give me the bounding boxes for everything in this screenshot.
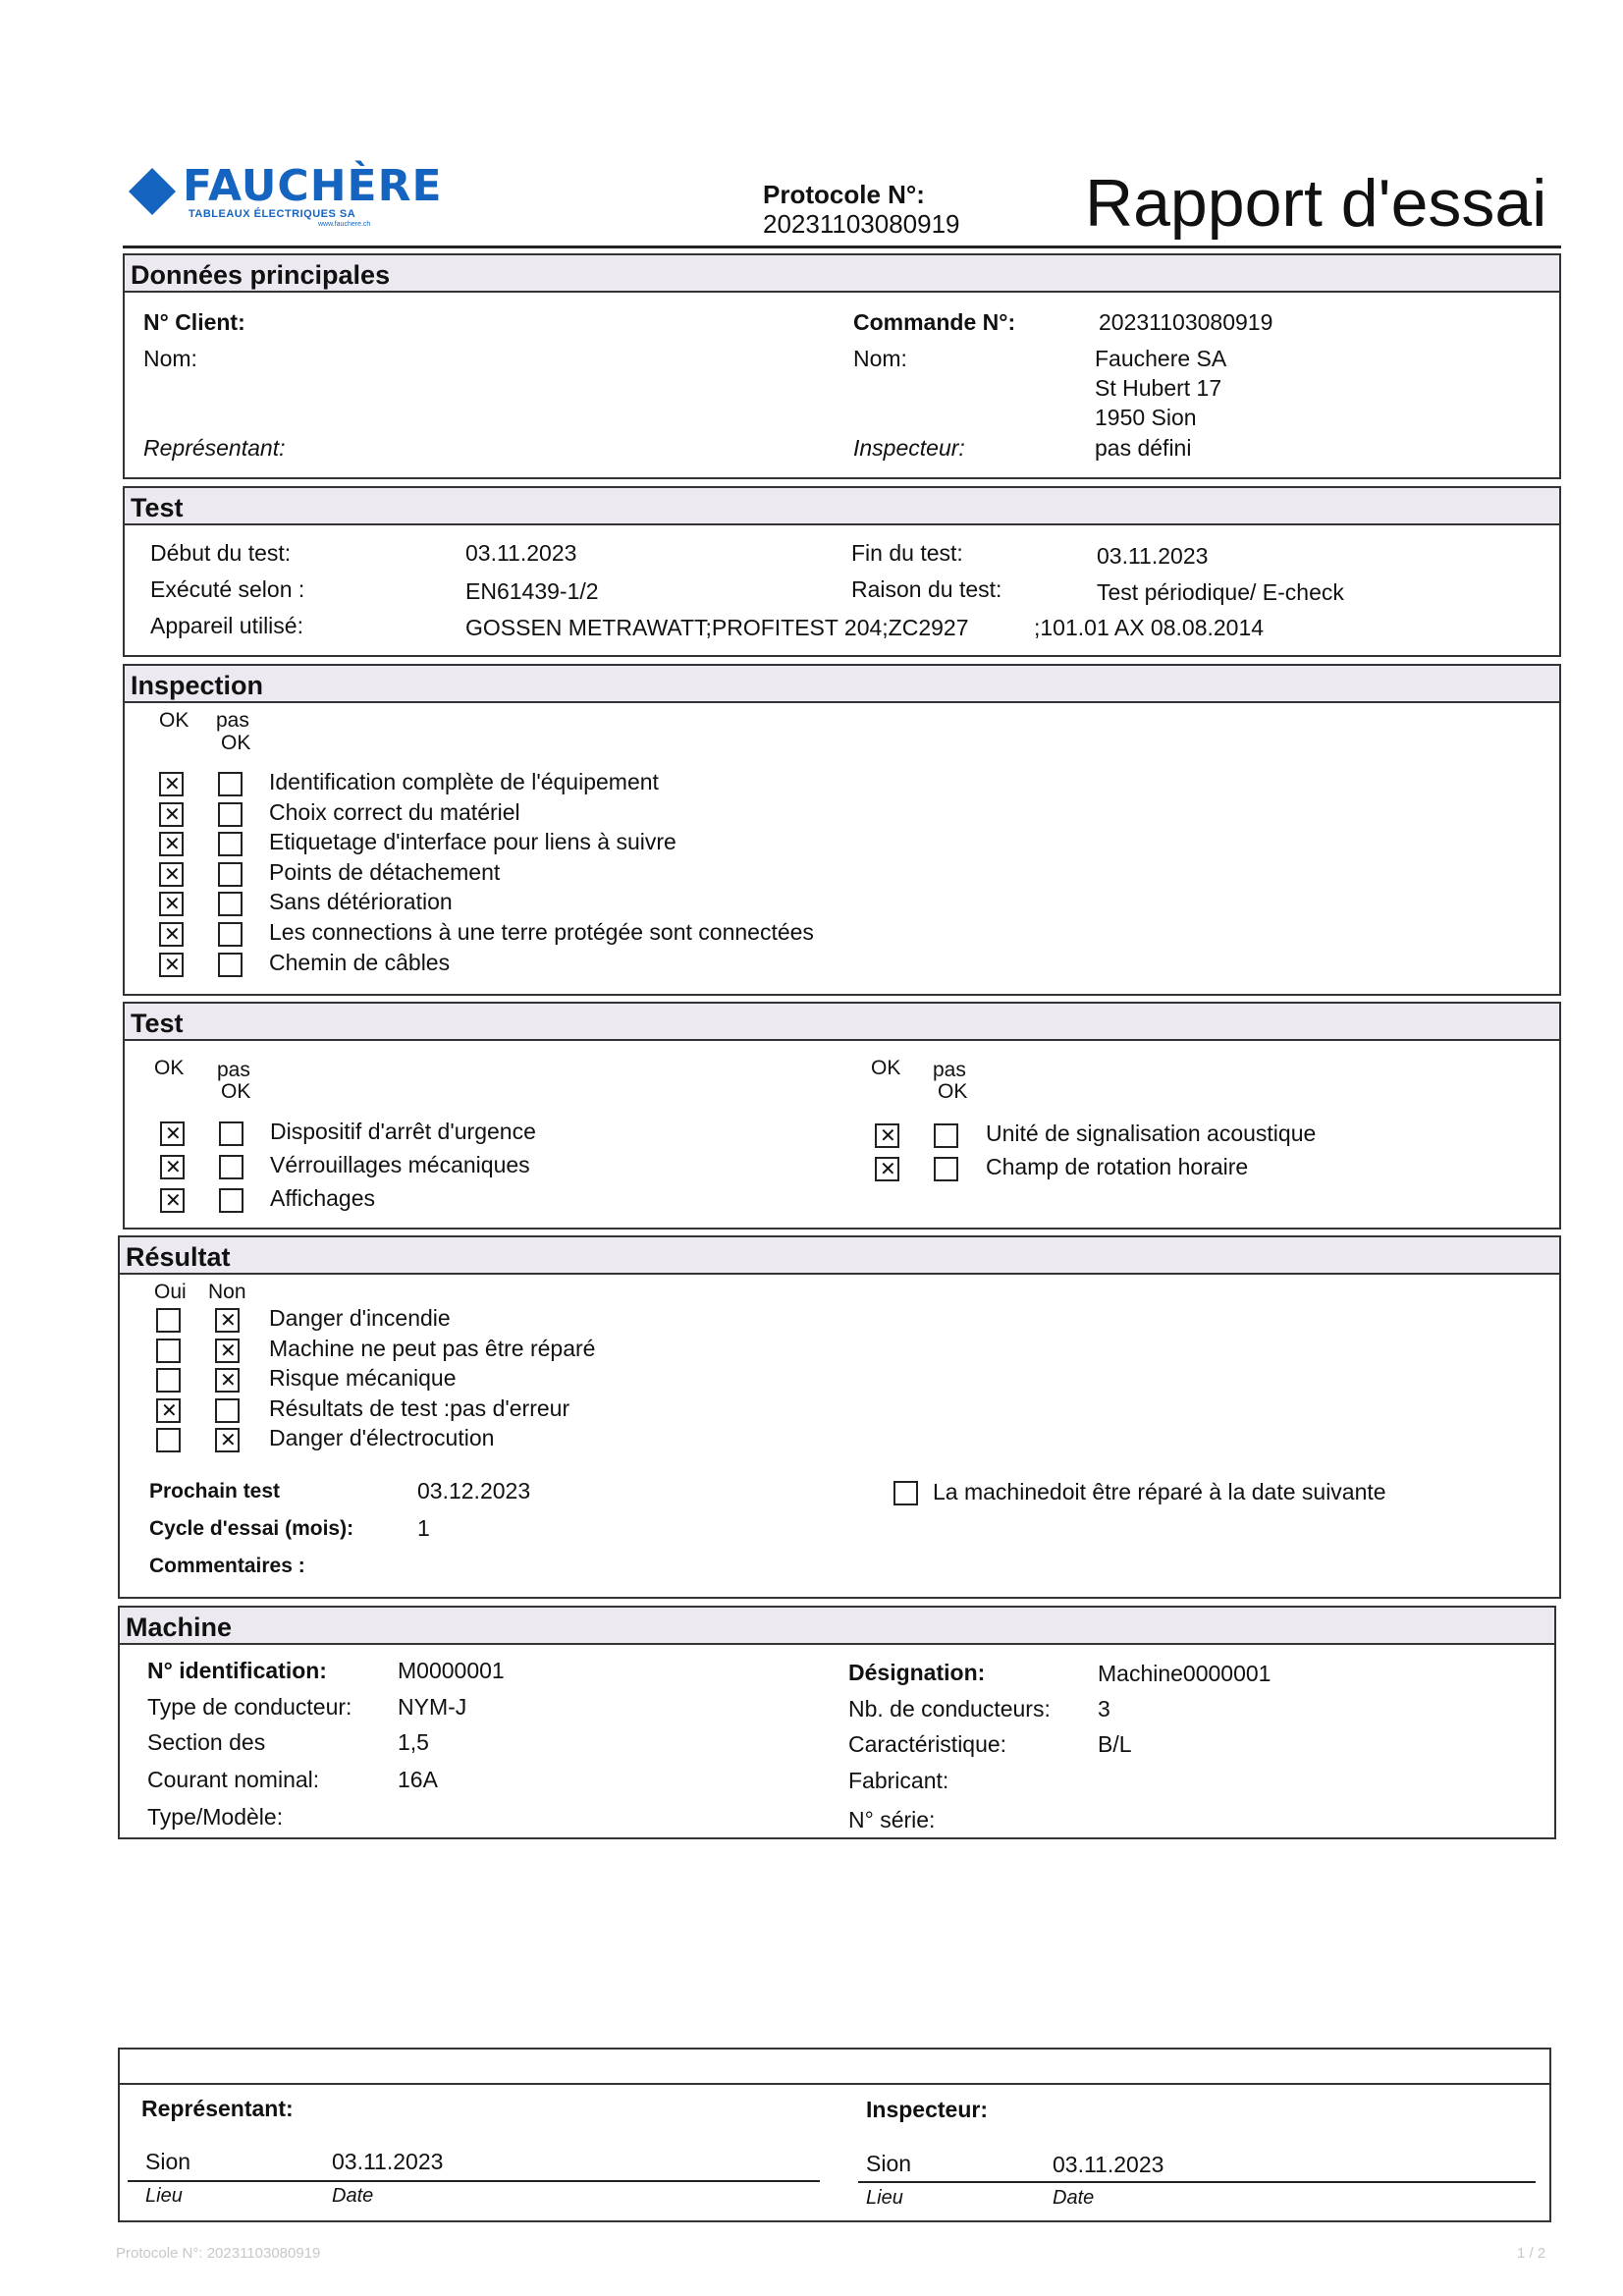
not-ok-checkbox[interactable] — [218, 892, 243, 916]
characteristic-label: Caractéristique: — [848, 1731, 1007, 1757]
designation-label: Désignation: — [848, 1660, 986, 1685]
section-title: Inspection — [131, 671, 264, 700]
section-title: Résultat — [126, 1242, 231, 1272]
yes-checkbox[interactable] — [156, 1428, 181, 1452]
column-header-ok: OK — [154, 1057, 185, 1079]
representative-date-caption: Date — [332, 2185, 374, 2207]
serial-number-label: N° série: — [848, 1807, 936, 1832]
section-title: Test — [131, 1009, 184, 1038]
next-test-label: Prochain test — [149, 1480, 281, 1503]
section-title: Données principales — [131, 260, 391, 290]
section-header — [120, 1237, 1559, 1275]
test-cycle-value: 1 — [417, 1515, 430, 1541]
ok-checkbox[interactable] — [160, 1155, 185, 1179]
inspector-signature-line — [858, 2181, 1536, 2183]
order-name-line: St Hubert 17 — [1095, 375, 1222, 401]
representative-place: Sion — [145, 2149, 191, 2174]
ok-checkbox[interactable] — [159, 922, 184, 947]
designation-value: Machine0000001 — [1098, 1661, 1271, 1686]
checklist-item-label: Danger d'électrocution — [269, 1425, 495, 1451]
not-ok-checkbox[interactable] — [218, 922, 243, 947]
signature-section — [118, 2048, 1551, 2222]
no-checkbox[interactable] — [215, 1428, 240, 1452]
protocol-number: 20231103080919 — [763, 209, 960, 239]
no-checkbox[interactable] — [215, 1339, 240, 1363]
column-header-not-ok: pas — [216, 709, 249, 732]
column-header-not-ok: OK — [221, 732, 251, 754]
checklist-item-label: Dispositif d'arrêt d'urgence — [270, 1119, 536, 1144]
order-number-label: Commande N°: — [853, 309, 1016, 335]
logo-diamond-icon — [129, 168, 176, 215]
inspector-value: pas défini — [1095, 435, 1192, 461]
test-checks-section — [123, 1002, 1561, 1230]
representative-date: 03.11.2023 — [332, 2149, 444, 2174]
logo-name: FAUCHÈRE — [183, 161, 443, 211]
test-end-label: Fin du test: — [851, 540, 963, 566]
reason-label: Raison du test: — [851, 576, 1002, 602]
ok-checkbox[interactable] — [159, 772, 184, 796]
checklist-item-label: Champ de rotation horaire — [986, 1154, 1249, 1179]
section-header — [120, 1608, 1554, 1645]
checklist-item-label: Points de détachement — [269, 858, 501, 885]
section-title: Machine — [126, 1613, 233, 1642]
column-header-no: Non — [208, 1281, 246, 1303]
checklist-item-label: Risque mécanique — [269, 1365, 457, 1392]
ok-checkbox[interactable] — [159, 802, 184, 827]
result-section — [118, 1235, 1561, 1599]
not-ok-checkbox[interactable] — [218, 772, 243, 796]
section-header — [125, 488, 1559, 525]
conductors-count-label: Nb. de conducteurs: — [848, 1696, 1051, 1722]
test-start-value: 03.11.2023 — [465, 540, 577, 566]
representative-signature-title: Représentant: — [141, 2096, 294, 2121]
checklist-item-label: Choix correct du matériel — [269, 798, 520, 825]
yes-checkbox[interactable] — [156, 1339, 181, 1363]
column-header-not-ok: pas — [217, 1059, 250, 1081]
not-ok-checkbox[interactable] — [934, 1157, 958, 1181]
order-name-line: Fauchere SA — [1095, 346, 1227, 371]
order-name-line: 1950 Sion — [1095, 405, 1197, 430]
checklist-item-label: Sans détérioration — [269, 889, 453, 915]
not-ok-checkbox[interactable] — [218, 953, 243, 977]
not-ok-checkbox[interactable] — [218, 862, 243, 887]
checklist-item-label: Unité de signalisation acoustique — [986, 1121, 1317, 1146]
checklist-item-label: Identification complète de l'équipement — [269, 769, 659, 794]
logo-website: www.fauchere.ch — [318, 221, 371, 228]
not-ok-checkbox[interactable] — [219, 1155, 243, 1179]
yes-checkbox[interactable] — [156, 1308, 181, 1333]
inspector-label: Inspecteur: — [853, 435, 965, 461]
manufacturer-label: Fabricant: — [848, 1768, 949, 1793]
not-ok-checkbox[interactable] — [218, 802, 243, 827]
conductor-type-label: Type de conducteur: — [147, 1694, 352, 1720]
inspector-date-caption: Date — [1053, 2187, 1095, 2209]
checklist-item-label: Vérrouillages mécaniques — [270, 1152, 530, 1177]
footer-page-number: 1 / 2 — [1517, 2245, 1546, 2262]
test-start-label: Début du test: — [150, 540, 292, 566]
section-header — [125, 255, 1559, 293]
checklist-item-label: Danger d'incendie — [269, 1305, 451, 1331]
footer-protocol-note: Protocole N°: 20231103080919 — [116, 2245, 321, 2262]
main-data-section — [123, 253, 1561, 479]
nominal-current-value: 16A — [398, 1767, 438, 1792]
repair-label: La machinedoit être réparé à la date suivante — [933, 1479, 1386, 1504]
protocol-label: Protocole N°: — [763, 180, 925, 209]
section-title: Test — [131, 493, 184, 522]
column-header-not-ok: OK — [221, 1080, 251, 1103]
repair-checkbox[interactable] — [893, 1481, 918, 1505]
ok-checkbox[interactable] — [159, 892, 184, 916]
yes-checkbox[interactable] — [156, 1368, 181, 1393]
section-header — [125, 1004, 1559, 1041]
client-representative-label: Représentant: — [143, 435, 286, 461]
section-value: 1,5 — [398, 1729, 429, 1755]
test-end-value: 03.11.2023 — [1097, 543, 1209, 569]
conductors-count-value: 3 — [1098, 1696, 1110, 1722]
column-header-yes: Oui — [154, 1281, 187, 1303]
ok-checkbox[interactable] — [160, 1188, 185, 1213]
machine-id-label: N° identification: — [147, 1658, 327, 1683]
column-header-not-ok: OK — [938, 1080, 968, 1103]
not-ok-checkbox[interactable] — [219, 1188, 243, 1213]
device-value-continued: ;101.01 AX 08.08.2014 — [1034, 615, 1265, 640]
no-checkbox[interactable] — [215, 1368, 240, 1393]
checklist-item-label: Résultats de test :pas d'erreur — [269, 1394, 570, 1421]
checklist-item-label: Etiquetage d'interface pour liens à suivre — [269, 829, 676, 855]
ok-checkbox[interactable] — [159, 862, 184, 887]
checklist-item-label: Les connections à une terre protégée sont connectées — [269, 919, 814, 945]
section-label: Section des — [147, 1729, 266, 1755]
comments-label: Commentaires : — [149, 1555, 305, 1577]
signature-header-band — [120, 2050, 1549, 2085]
executed-label: Exécuté selon : — [150, 576, 305, 602]
device-label: Appareil utilisé: — [150, 613, 303, 638]
column-header-ok: OK — [871, 1057, 901, 1079]
reason-value: Test périodique/ E-check — [1097, 579, 1344, 605]
not-ok-checkbox[interactable] — [218, 832, 243, 856]
inspection-section — [123, 664, 1561, 996]
not-ok-checkbox[interactable] — [934, 1123, 958, 1148]
inspector-place-caption: Lieu — [866, 2187, 903, 2209]
header-divider — [123, 246, 1561, 248]
ok-checkbox[interactable] — [159, 953, 184, 977]
inspector-place: Sion — [866, 2151, 912, 2176]
next-test-value: 03.12.2023 — [417, 1478, 531, 1503]
yes-checkbox[interactable] — [156, 1398, 181, 1423]
ok-checkbox[interactable] — [160, 1121, 185, 1146]
checklist-item-label: Affichages — [270, 1185, 375, 1211]
nominal-current-label: Courant nominal: — [147, 1767, 320, 1792]
executed-value: EN61439-1/2 — [465, 578, 599, 604]
client-number-label: N° Client: — [143, 309, 245, 335]
order-name-label: Nom: — [853, 346, 907, 371]
column-header-not-ok: pas — [933, 1059, 966, 1081]
test-info-section — [123, 486, 1561, 657]
conductor-type-value: NYM-J — [398, 1694, 467, 1720]
ok-checkbox[interactable] — [875, 1157, 899, 1181]
characteristic-value: B/L — [1098, 1731, 1132, 1757]
not-ok-checkbox[interactable] — [219, 1121, 243, 1146]
no-checkbox[interactable] — [215, 1308, 240, 1333]
report-title: Rapport d'essai — [1085, 166, 1547, 241]
model-label: Type/Modèle: — [147, 1804, 284, 1830]
no-checkbox[interactable] — [215, 1398, 240, 1423]
ok-checkbox[interactable] — [159, 832, 184, 856]
checklist-item-label: Chemin de câbles — [269, 949, 451, 975]
client-name-label: Nom: — [143, 346, 197, 371]
device-value: GOSSEN METRAWATT;PROFITEST 204;ZC2927 — [465, 615, 969, 640]
test-cycle-label: Cycle d'essai (mois): — [149, 1517, 354, 1540]
ok-checkbox[interactable] — [875, 1123, 899, 1148]
logo-subtitle: TABLEAUX ÉLECTRIQUES SA — [189, 208, 356, 220]
representative-signature-line — [128, 2180, 820, 2182]
checklist-item-label: Machine ne peut pas être réparé — [269, 1335, 596, 1361]
inspector-date: 03.11.2023 — [1053, 2152, 1164, 2177]
inspector-signature-title: Inspecteur: — [866, 2097, 988, 2122]
company-logo — [132, 161, 443, 230]
order-number-value: 20231103080919 — [1099, 309, 1273, 335]
machine-section — [118, 1606, 1556, 1839]
representative-place-caption: Lieu — [145, 2185, 183, 2207]
machine-id-value: M0000001 — [398, 1658, 505, 1683]
column-header-ok: OK — [159, 709, 189, 732]
section-header — [125, 666, 1559, 703]
